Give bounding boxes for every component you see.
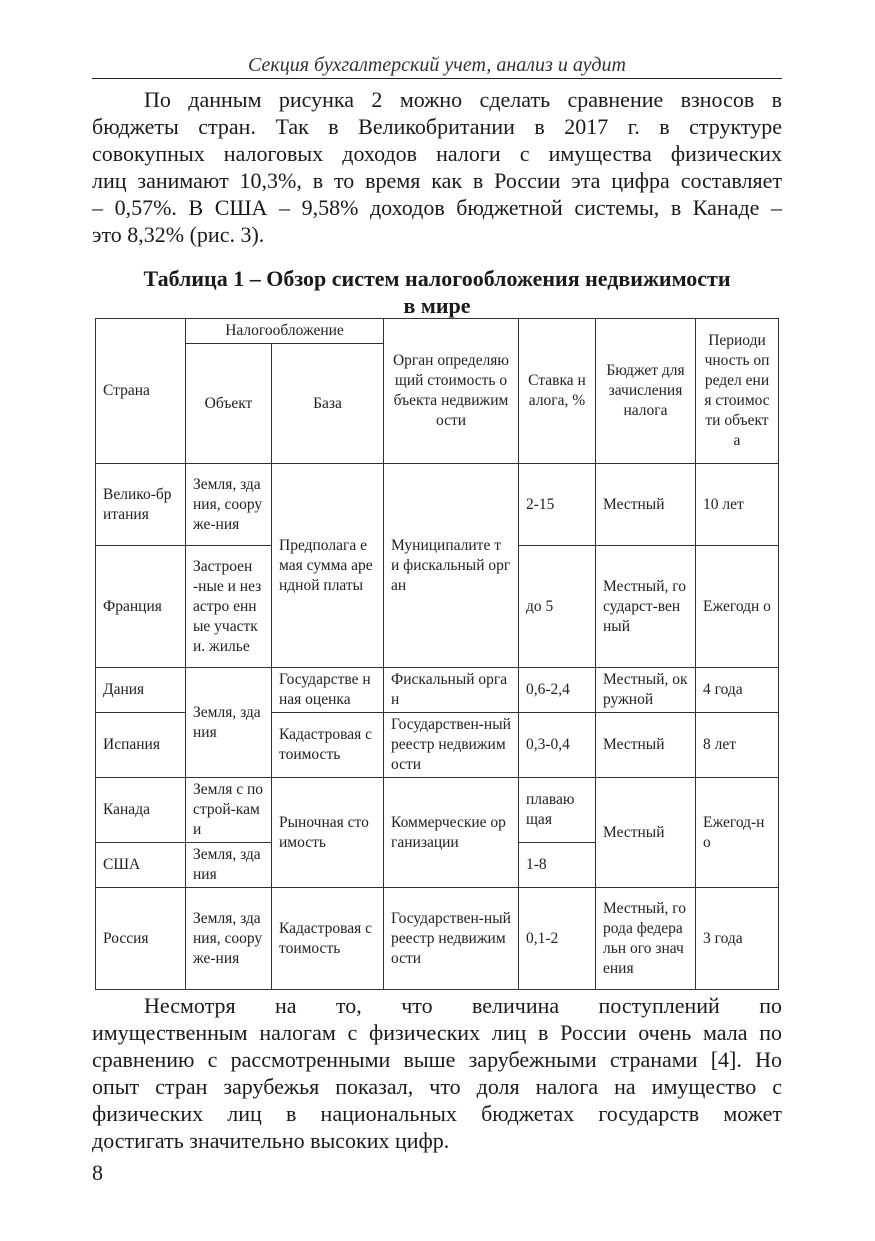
cell-period: 8 лет — [696, 713, 779, 778]
header-country: Страна — [96, 319, 186, 464]
cell-country: Велико-британия — [96, 464, 186, 546]
header-authority: Орган определяющий стоимость объекта недвижимости — [384, 319, 519, 464]
cell-authority: Фискальный орган — [384, 668, 519, 713]
header-base: База — [272, 344, 384, 464]
paragraph-line: сравнению с рассмотренными выше зарубежными странами [4]. Но — [92, 1047, 782, 1072]
cell-country: Канада — [96, 778, 186, 843]
page-number: 8 — [92, 1160, 103, 1185]
table-row — [96, 464, 779, 546]
cell-object: Застроен -ные и незастро енные участки. жилье — [186, 546, 272, 668]
cell-country: Франция — [96, 546, 186, 668]
cell-base: Рыночная стоимость — [272, 778, 384, 888]
table-caption-line: Таблица 1 – Обзор систем налогообложения недвижимости — [143, 266, 731, 291]
table-row — [96, 778, 779, 843]
cell-period: Ежегодн о — [696, 546, 779, 668]
paragraph-intro — [92, 86, 782, 248]
cell-budget: Местный — [596, 713, 696, 778]
cell-rate: 0,3-0,4 — [519, 713, 596, 778]
cell-base: Кадастровая стоимость — [272, 713, 384, 778]
header-object: Объект — [186, 344, 272, 464]
cell-object: Земля с построй-ками — [186, 778, 272, 843]
paragraph-line: – 0,57%. В США – 9,58% доходов бюджетной системы, в Канаде – — [92, 195, 782, 220]
paragraph-conclusion — [92, 992, 782, 1154]
cell-budget: Местный, государст-венный — [596, 546, 696, 668]
paragraph-line: это 8,32% (рис. 3). — [92, 222, 265, 247]
cell-base: Предполага емая сумма арендной платы — [272, 464, 384, 668]
paragraph-line: физических лиц в национальных бюджетах государств может — [92, 1101, 782, 1126]
cell-country: Испания — [96, 713, 186, 778]
table-caption-line: в мире — [403, 293, 471, 318]
cell-country: США — [96, 843, 186, 888]
cell-period: Ежегод-но — [696, 778, 779, 888]
cell-period: 3 года — [696, 888, 779, 990]
paragraph-line: совокупных налоговых доходов налоги с имущества физических — [92, 141, 782, 166]
header-divider — [92, 78, 782, 79]
paragraph-line: имущественным налогам с физических лиц в России очень мала по — [92, 1020, 782, 1045]
cell-rate: 1-8 — [519, 843, 596, 888]
cell-object: Земля, здания, сооруже-ния — [186, 888, 272, 990]
paragraph-line: лиц занимают 10,3%, в то время как в России эта цифра составляет — [92, 168, 782, 193]
cell-period: 4 года — [696, 668, 779, 713]
cell-authority: Государствен-ный реестр недвижимости — [384, 888, 519, 990]
cell-rate: до 5 — [519, 546, 596, 668]
cell-budget: Местный — [596, 778, 696, 888]
paragraph-line: Несмотря на то, что величина поступлений по — [144, 993, 782, 1018]
cell-rate: 0,1-2 — [519, 888, 596, 990]
cell-object: Земля, здания, сооруже-ния — [186, 464, 272, 546]
table-row — [96, 668, 779, 713]
header-taxation: Налогообложение — [186, 319, 384, 344]
cell-authority: Государствен-ный реестр недвижимости — [384, 713, 519, 778]
cell-budget: Местный, города федеральн ого значения — [596, 888, 696, 990]
cell-budget: Местный — [596, 464, 696, 546]
paragraph-line: достигать значительно высоких цифр. — [92, 1128, 450, 1153]
cell-period: 10 лет — [696, 464, 779, 546]
paragraph-line: опыт стран зарубежья показал, что доля налога на имущество с — [92, 1074, 782, 1099]
header-periodicity: Периоди чность определ ения стоимос ти объекта — [696, 319, 779, 464]
cell-object: Земля, здания — [186, 668, 272, 778]
cell-country: Дания — [96, 668, 186, 713]
cell-rate: 2-15 — [519, 464, 596, 546]
cell-rate: 0,6-2,4 — [519, 668, 596, 713]
header-rate: Ставка налога, % — [519, 319, 596, 464]
table-caption — [92, 265, 782, 319]
cell-rate: плаваю щая — [519, 778, 596, 843]
cell-base: Государстве нная оценка — [272, 668, 384, 713]
cell-budget: Местный, окружной — [596, 668, 696, 713]
cell-base: Кадастровая стоимость — [272, 888, 384, 990]
table-row — [96, 888, 779, 990]
paragraph-line: По данным рисунка 2 можно сделать сравнение взносов в — [144, 87, 782, 112]
paragraph-line: бюджеты стран. Так в Великобритании в 2017 г. в структуре — [92, 114, 782, 139]
cell-object: Земля, здания — [186, 843, 272, 888]
cell-authority: Коммерческие организации — [384, 778, 519, 888]
cell-authority: Муниципалите т и фискальный орган — [384, 464, 519, 668]
property-tax-table — [95, 318, 779, 990]
header-budget: Бюджет для зачисления налога — [596, 319, 696, 464]
cell-country: Россия — [96, 888, 186, 990]
running-header: Секция бухгалтерский учет, анализ и аудит — [248, 54, 626, 76]
